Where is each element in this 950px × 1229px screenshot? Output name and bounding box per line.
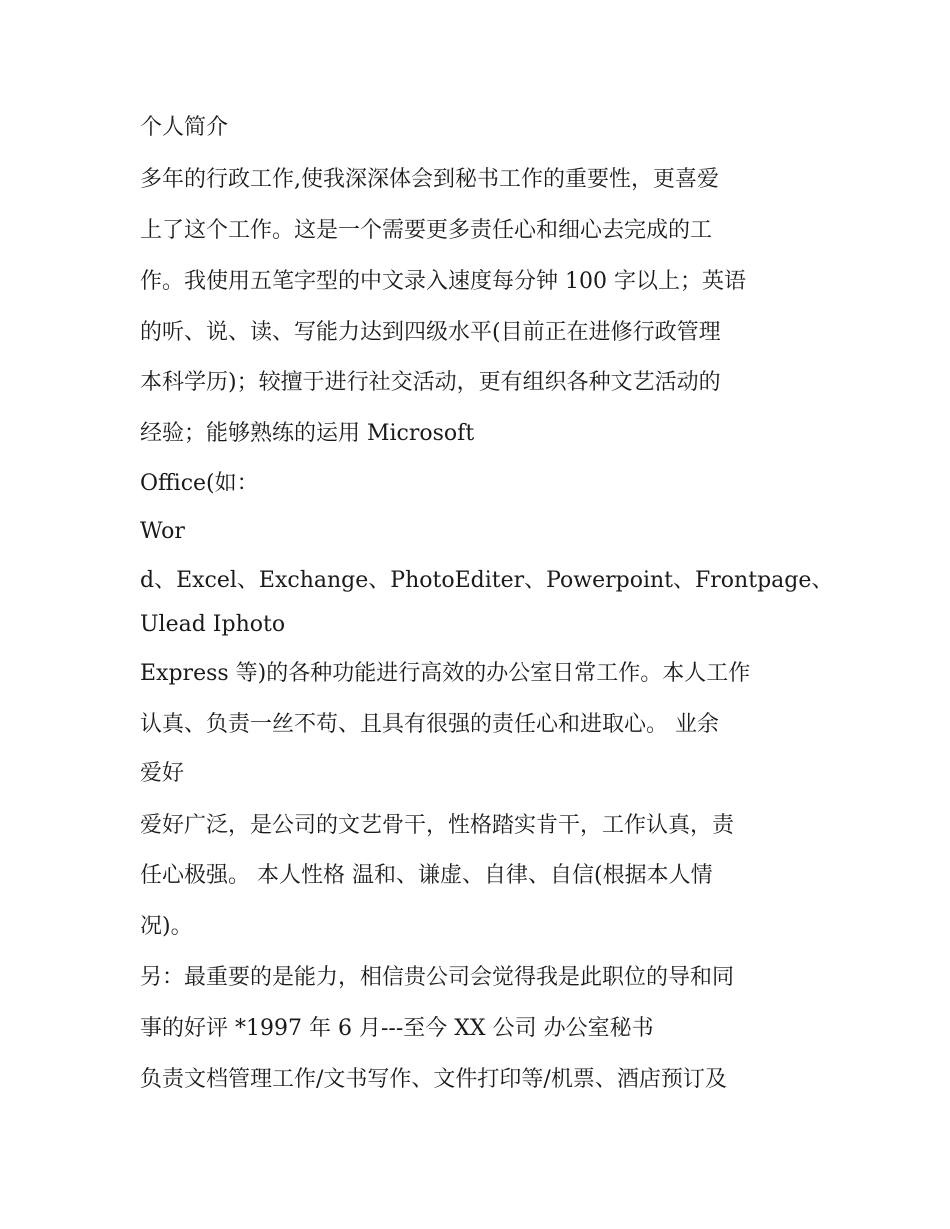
paragraph-line: 爱好广泛，是公司的文艺骨干，性格踏实肯干，工作认真，责 <box>140 813 735 838</box>
paragraph-line: 另：最重要的是能力，相信贵公司会觉得我是此职位的导和同 <box>140 965 735 990</box>
paragraph-line: 经验；能够熟练的运用 Microsoft <box>140 421 475 446</box>
paragraph-line: 的听、说、读、写能力达到四级水平(目前正在进修行政管理 <box>140 320 721 345</box>
paragraph-line: d、Excel、Exchange、PhotoEditer、Powerpoint、Frontpage、 <box>140 568 834 593</box>
paragraph-line: 认真、负责一丝不苟、且具有很强的责任心和进取心。 业余 <box>140 712 719 737</box>
paragraph-line: 上了这个工作。这是一个需要更多责任心和细心去完成的工 <box>140 218 713 243</box>
paragraph-line: 事的好评 *1997 年 6 月---至今 XX 公司 办公室秘书 <box>140 1016 654 1041</box>
paragraph-line: 况)。 <box>140 914 193 939</box>
paragraph-line: 多年的行政工作,使我深深体会到秘书工作的重要性，更喜爱 <box>140 167 719 192</box>
section-title: 爱好 <box>140 761 185 786</box>
section-title: 个人简介 <box>140 115 229 140</box>
paragraph-line: 本科学历)；较擅于进行社交活动，更有组织各种文艺活动的 <box>140 370 721 395</box>
paragraph-line: 任心极强。 本人性格 温和、谦虚、自律、自信(根据本人情 <box>140 863 713 888</box>
paragraph-line: Office(如： <box>140 471 259 496</box>
paragraph-line: Express 等)的各种功能进行高效的办公室日常工作。本人工作 <box>140 661 751 686</box>
paragraph-line: 负责文档管理工作/文书写作、文件打印等/机票、酒店预订及 <box>140 1067 727 1092</box>
paragraph-line: 作。我使用五笔字型的中文录入速度每分钟 100 字以上；英语 <box>140 269 746 294</box>
paragraph-line: Wor <box>140 519 185 544</box>
paragraph-line: Ulead Iphoto <box>140 612 286 637</box>
